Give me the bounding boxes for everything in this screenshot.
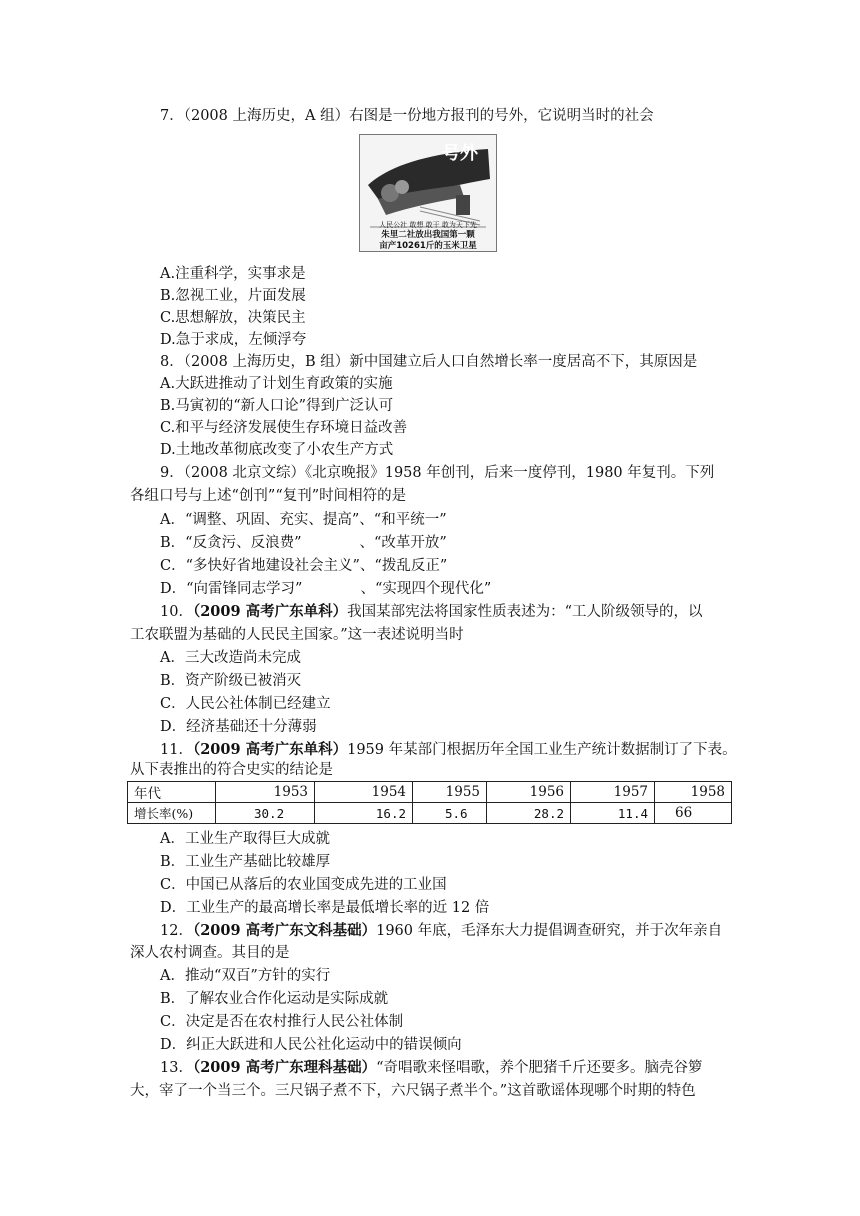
- q10-option-c: C．人民公社体制已经建立: [160, 696, 331, 712]
- q13-stem-line2: 大，宰了一个当三个。三尺锅子煮不下，六尺锅子煮半个。”这首歌谣体现哪个时期的特色: [130, 1083, 696, 1099]
- newspaper-extra-figure: [359, 134, 497, 252]
- q11-stem-line2: 从下表推出的符合史实的结论是: [130, 762, 333, 778]
- q9-option-a: A．“调整、巩固、充实、提高”、“和平统一”: [160, 512, 447, 528]
- q11-stem-line1: [160, 740, 737, 760]
- table-year-cell: 1958: [655, 782, 732, 803]
- table-year-cell: 1957: [571, 782, 655, 803]
- figure-caption-line3: 亩产10261斤的玉米卫星: [379, 241, 477, 251]
- q13-number: 13．: [160, 1060, 193, 1076]
- q13-source: （2009 高考广东理科基础）: [192, 1059, 377, 1076]
- table-row-label: 增长率(%): [128, 803, 216, 824]
- q12-option-a: A．推动“双百”方针的实行: [160, 968, 331, 984]
- q11-stem-text: 1959 年某部门根据历年全国工业生产统计数据制订了下表。: [347, 742, 737, 758]
- q12-option-b: B．了解农业合作化运动是实际成就: [160, 991, 389, 1007]
- q8-stem: 8．（2008 上海历史，B 组）新中国建立后人口自然增长率一度居高不下，其原因是: [160, 354, 698, 370]
- q8-option-c: C.和平与经济发展使生存环境日益改善: [160, 420, 408, 436]
- table-rate-cell: 30.2: [216, 803, 315, 824]
- q9-option-c: C．“多快好省地建设社会主义”、“拨乱反正”: [160, 558, 448, 574]
- q11-number: 11．: [160, 742, 193, 758]
- table-year-cell: 1955: [413, 782, 487, 803]
- q8-option-a: A.大跃进推动了计划生育政策的实施: [160, 376, 393, 392]
- q10-source: （2009 高考广东单科）: [192, 603, 348, 620]
- q12-option-d: D．纠正大跃进和人民公社化运动中的错误倾向: [160, 1037, 462, 1053]
- table-rate-cell: 11.4: [571, 803, 655, 824]
- q9-option-b: B．“反贪污、反浪费” 、“改革开放”: [160, 535, 447, 551]
- q11-source: （2009 高考广东单科）: [192, 741, 348, 758]
- q12-stem-text: 1960 年底，毛泽东大力提倡调查研究，并于次年亲自: [376, 923, 723, 939]
- q8-option-b: B.马寅初的“新人口论”得到广泛认可: [160, 398, 394, 414]
- table-rate-cell: 66: [655, 803, 732, 824]
- table-data-row: [128, 803, 732, 824]
- q10-option-d: D．经济基础还十分薄弱: [160, 719, 317, 735]
- q13-stem-text: “奇唱歌来怪唱歌，养个肥猪千斤还要多。脑壳谷箩: [376, 1060, 703, 1076]
- q13-stem-line1: [160, 1058, 703, 1078]
- table-year-cell: 1956: [487, 782, 571, 803]
- q10-number: 10．: [160, 604, 193, 620]
- q9-stem-line2: 各组口号与上述“创刊”“复刊”时间相符的是: [130, 488, 407, 504]
- q12-number: 12．: [160, 923, 193, 939]
- figure-caption-line2: 朱里二社放出我国第一颗: [381, 230, 475, 240]
- q10-stem-line2: 工农联盟为基础的人民民主国家。”这一表述说明当时: [130, 627, 464, 643]
- q7-option-b: B.忽视工业，片面发展: [160, 288, 306, 304]
- table-rate-cell: 16.2: [315, 803, 413, 824]
- q9-stem-line1: 9．（2008 北京文综）《北京晚报》1958 年创刊，后来一度停刊，1980 年复刊。下列: [160, 465, 715, 481]
- q12-source: （2009 高考广东文科基础）: [192, 922, 377, 939]
- q7-option-a: A.注重科学，实事求是: [160, 266, 306, 282]
- q11-option-c: C．中国已从落后的农业国变成先进的工业国: [160, 877, 447, 893]
- table-header-row: [128, 782, 732, 803]
- q7-stem: 7．（2008 上海历史，A 组）右图是一份地方报刊的号外，它说明当时的社会: [160, 108, 654, 124]
- table-header-label: 年代: [128, 782, 216, 803]
- q12-stem-line1: [160, 921, 722, 941]
- q9-option-d: D．“向雷锋同志学习” 、“实现四个现代化”: [160, 581, 492, 597]
- table-rate-cell: 28.2: [487, 803, 571, 824]
- q10-stem-text: 我国某部宪法将国家性质表述为：“工人阶级领导的，以: [347, 604, 703, 620]
- q12-stem-line2: 深人农村调查。其目的是: [130, 945, 290, 961]
- q11-option-b: B．工业生产基础比较雄厚: [160, 854, 331, 870]
- table-year-cell: 1954: [315, 782, 413, 803]
- figure-caption-line1: 人民公社 敢想 敢干 敢为天下先: [379, 221, 477, 229]
- q12-option-c: C．决定是否在农村推行人民公社体制: [160, 1014, 404, 1030]
- table-rate-cell: 5.6: [413, 803, 487, 824]
- industrial-growth-table: [127, 781, 732, 824]
- q7-option-d: D.急于求成，左倾浮夸: [160, 332, 307, 348]
- table-year-cell: 1953: [216, 782, 315, 803]
- q8-option-d: D.土地改革彻底改变了小农生产方式: [160, 442, 394, 458]
- figure-title: 号外: [442, 143, 478, 164]
- q11-option-d: D．工业生产的最高增长率是最低增长率的近 12 倍: [160, 900, 490, 916]
- q10-option-a: A．三大改造尚未完成: [160, 650, 301, 666]
- q10-stem-line1: [160, 602, 703, 622]
- q11-option-a: A．工业生产取得巨大成就: [160, 831, 330, 847]
- q7-option-c: C.思想解放，决策民主: [160, 310, 306, 326]
- q10-option-b: B．资产阶级已被消灭: [160, 673, 302, 689]
